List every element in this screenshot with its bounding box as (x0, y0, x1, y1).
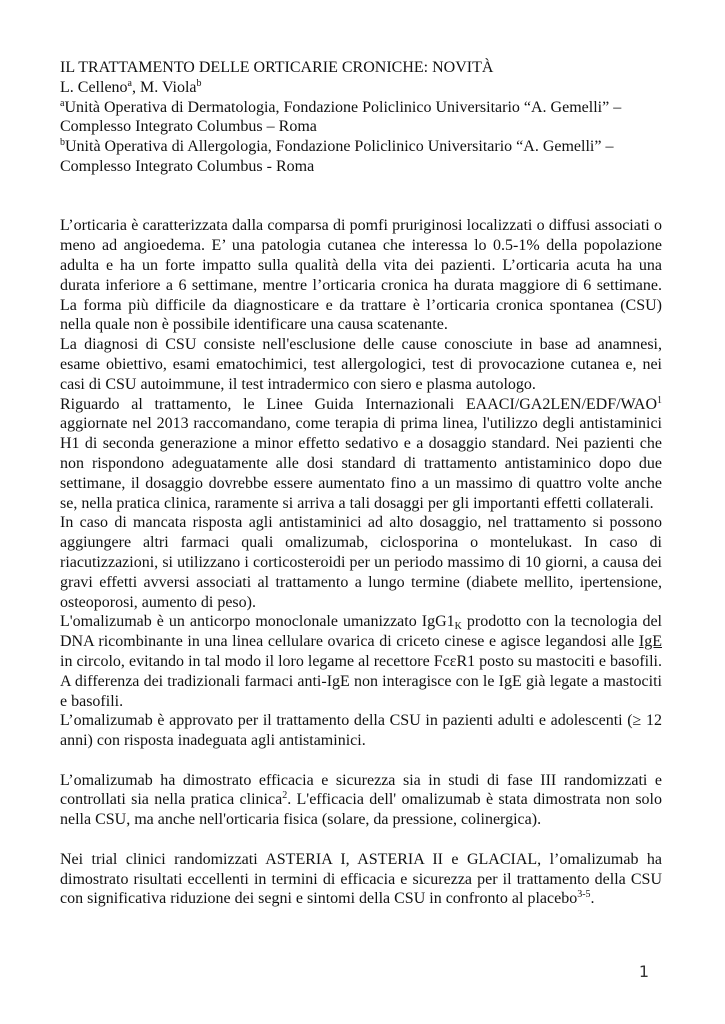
affiliation-a-text: Unità Operativa di Dermatologia, Fondazione Policlinico Universitario “A. Gemelli” – Complesso Integrato Columbus – Roma (60, 98, 622, 136)
author-celleno-affiliation-mark: a (127, 77, 132, 89)
ige-underlined: IgE (638, 633, 662, 651)
affiliation-b (60, 137, 662, 177)
document-title: IL TRATTAMENTO DELLE ORTICARIE CRONICHE: NOVITÀ (60, 59, 494, 76)
paragraph-trials-text-b: . (590, 890, 595, 908)
document-page (60, 58, 662, 909)
paragraph-guidelines-text-a: Riguardo al trattamento, le Linee Guida Internazionali EAACI/GA2LEN/EDF/WAO (60, 395, 657, 413)
affiliation-a (60, 98, 662, 138)
paragraph-efficacy-text-a: L’omalizumab ha dimostrato efficacia e sicurezza sia in studi di fase III randomizzati e controllati sia nella pratica clinica (60, 771, 662, 809)
paragraph-trials (60, 850, 662, 909)
reference-2: 2 (282, 790, 288, 802)
affiliation-a-mark: a (60, 97, 65, 109)
author-viola-affiliation-mark: b (196, 77, 202, 89)
paragraph-efficacy (60, 771, 662, 830)
reference-3-5: 3-5 (577, 889, 591, 901)
paragraph-mechanism-text-b: prodotto con la tecnologia del DNA ricombinante in una linea cellulare ovarica di criceto cinese e agisce legandosi alle (60, 613, 662, 651)
paragraph-guidelines-text-b: aggiornate nel 2013 raccomandano, come terapia di prima linea, l'utilizzo degli antistaminici H1 di seconda generazione a minor effetto sedativo e a dosaggio standard. Nei pazienti che non rispondono adeguatamente alle dosi standard di trattamento antistaminico dopo due settimane, il dosaggio dovrebbe essere aumentato fino a un massimo di quattro volte anche se, nella pratica clinica, raramente si arriva a tali dosaggi per gli importanti effetti collaterali. (60, 415, 662, 512)
authors-line (60, 78, 662, 98)
document-header (60, 58, 662, 177)
paragraph-efficacy-text-b: . L'efficacia dell' omalizumab è stata dimostrata non solo nella CSU, ma anche nell'orticaria fisica (solare, da pressione, colinergica). (60, 791, 662, 829)
kappa-subscript: K (454, 621, 462, 633)
paragraph-mechanism-text-c: in circolo, evitando in tal modo il loro legame al recettore FcεR1 posto su mastociti e basofili. A differenza dei tradizionali farmaci anti-IgE non interagisce con le IgE già legate a mastociti e basofili. (60, 652, 662, 710)
paragraph-intro: L’orticaria è caratterizzata dalla comparsa di pomfi pruriginosi localizzati o diffusi associati o meno ad angioedema. E’ una patologia cutanea che interessa lo 0.5-1% della popolazione adulta e ha un forte impatto sulla qualità della vita dei pazienti. L’orticaria acuta ha una durata inferiore a 6 settimane, mentre l’orticaria cronica ha durata maggiore di 6 settimane. La forma più difficile da diagnosticare e da trattare è l’orticaria cronica spontanea (CSU) nella quale non è possibile identificare una causa scatenante. (60, 217, 662, 334)
paragraph-mechanism-text-a: L'omalizumab è un anticorpo monoclonale umanizzato IgG1 (60, 613, 455, 631)
paragraph-diagnosis: La diagnosi di CSU consiste nell'esclusione delle cause conosciute in base ad anamnesi, esame obiettivo, esami ematochimici, test allergologici, test di provocazione cutanea e, nei casi di CSU autoimmune, il test intradermico con siero e plasma autologo. (60, 336, 662, 393)
paragraph-trials-text-a: Nei trial clinici randomizzati ASTERIA I, ASTERIA II e GLACIAL, l’omalizumab ha dimostrato risultati eccellenti in termini di efficacia e sicurezza per il trattamento della CSU con significativa riduzione dei segni e sintomi della CSU in confronto al placebo (60, 850, 662, 908)
author-celleno: L. Celleno (60, 78, 128, 96)
author-separator: , (132, 78, 140, 96)
paragraph-second-line: In caso di mancata risposta agli antistaminici ad alto dosaggio, nel trattamento si possono aggiungere altri farmaci quali omalizumab, ciclosporina o montelukast. In caso di riacutizzazioni, si utilizzano i corticosteroidi per un periodo massimo di 10 giorni, a causa dei gravi effetti avversi associati al trattamento a lungo termine (diabete mellito, ipertensione, osteoporosi, aumento di peso). (60, 514, 662, 611)
paragraph-omalizumab-mechanism (60, 612, 662, 711)
author-viola: M. Viola (140, 78, 197, 96)
reference-1: 1 (657, 394, 662, 406)
paragraph-approval: L’omalizumab è approvato per il trattamento della CSU in pazienti adulti e adolescenti (≥ 12 anni) con risposta inadeguata agli antistaminici. (60, 712, 662, 750)
affiliation-b-text: Unità Operativa di Allergologia, Fondazione Policlinico Universitario “A. Gemelli” – Complesso Integrato Columbus - Roma (60, 138, 614, 175)
affiliation-b-mark: b (60, 137, 65, 149)
paragraph-guidelines (60, 395, 662, 514)
page-number: 1 (638, 962, 649, 981)
